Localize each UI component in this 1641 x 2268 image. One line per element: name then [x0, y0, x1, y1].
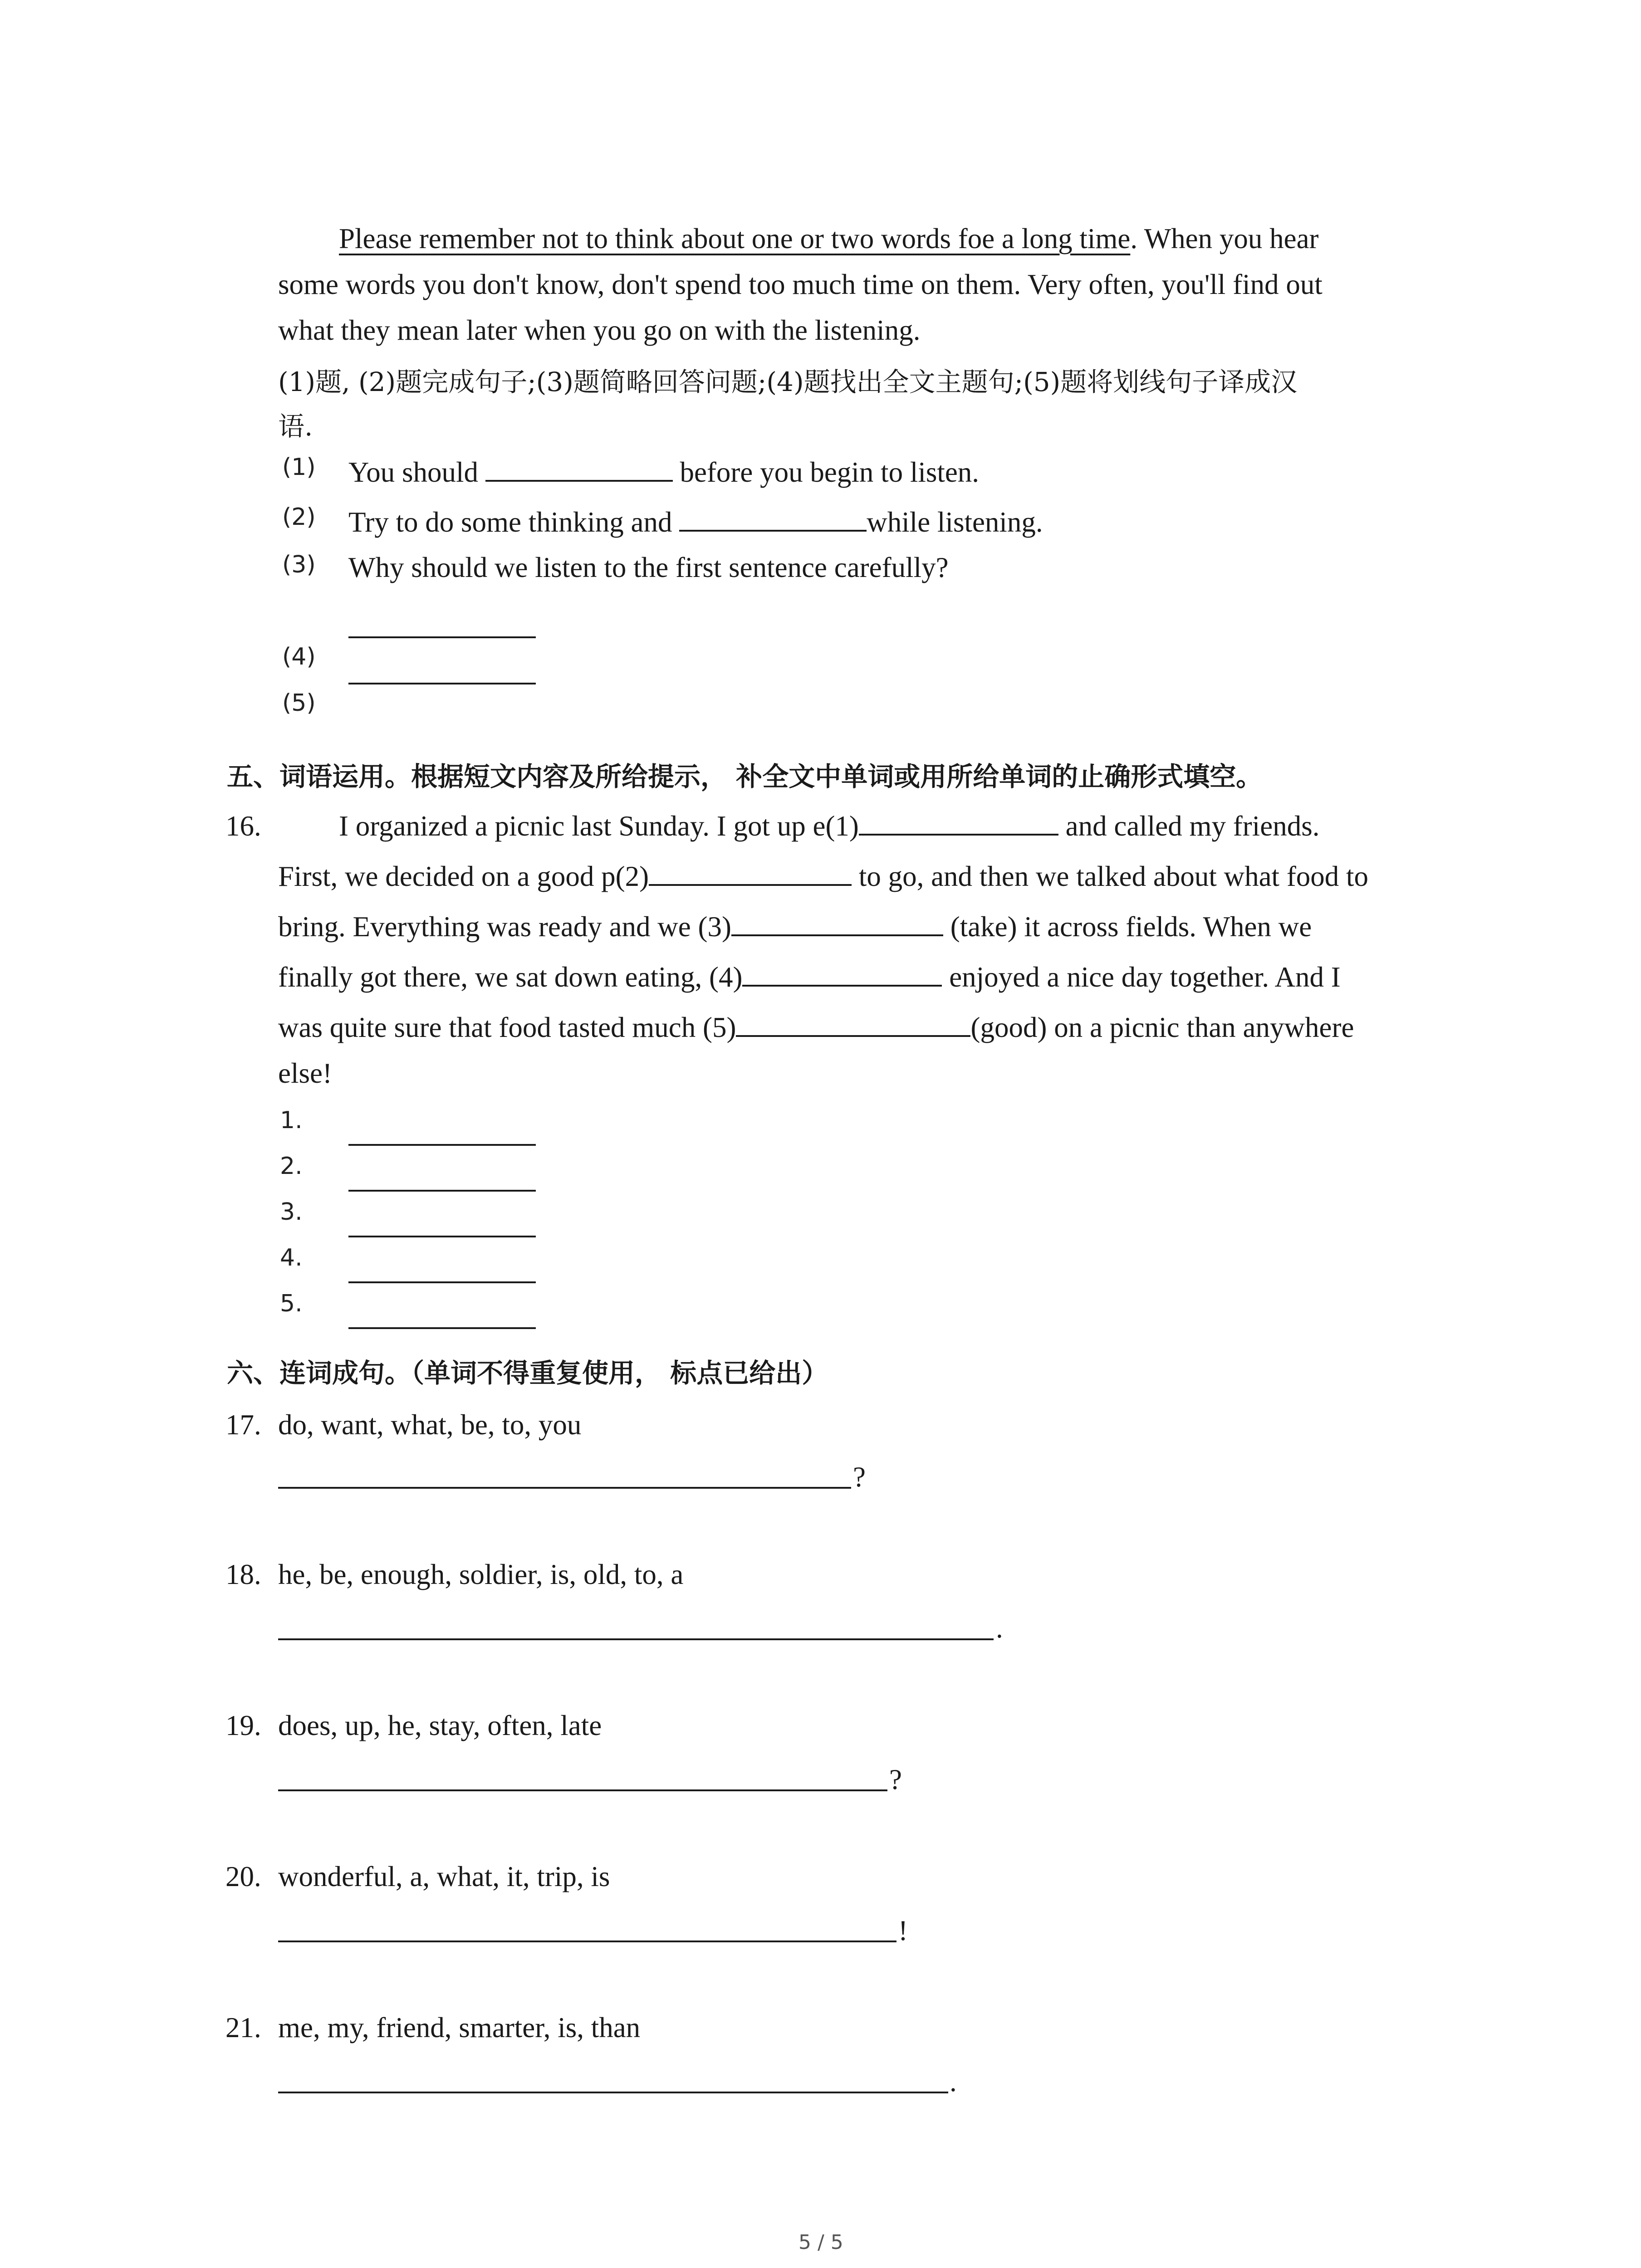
q16-line-3: [278, 913, 1312, 941]
q19-words: does, up, he, stay, often, late: [278, 1710, 602, 1741]
q15-answer-line-4[interactable]: [348, 683, 536, 684]
q15-label-5: (5): [282, 689, 316, 717]
underlined-sentence: Please remember not to think about one or two words foe a long time: [339, 223, 1131, 254]
q20-punct: !: [898, 1915, 908, 1946]
q16-answer-line-3[interactable]: [348, 1236, 536, 1237]
q16-line-5-a: was quite sure that food tasted much (5): [278, 1012, 736, 1043]
q16-answer-label-4: 4.: [280, 1244, 303, 1271]
q16-line-2: [278, 862, 1368, 891]
q16-blank-4[interactable]: [742, 963, 942, 987]
q16-line-1-a: I organized a picnic last Sunday. I got up e(1): [339, 810, 859, 842]
section-5-heading: 五、词语运用。根据短文内容及所给提示， 补全文中单词或用所给单词的止确形式填空。: [227, 761, 1263, 792]
q16-line-1: [339, 812, 1319, 841]
q16-line-3-a: bring. Everything was ready and we (3): [278, 911, 731, 943]
q18-punct: .: [996, 1612, 1003, 1644]
q15-item-1-before: You should: [348, 456, 478, 488]
passage-line-1-tail: . When you hear: [1130, 223, 1319, 254]
q15-label-4: (4): [282, 643, 316, 670]
q16-line-5: [278, 1013, 1354, 1042]
q17-punct: ?: [853, 1461, 866, 1493]
q21-words: me, my, friend, smarter, is, than: [278, 2012, 641, 2043]
q15-label-2: (2): [282, 503, 316, 531]
q15-item-2: [348, 508, 1043, 537]
q20-answer-line[interactable]: [278, 1941, 896, 1942]
q15-label-3: (3): [282, 551, 316, 578]
q16-line-4-b: enjoyed a nice day together. And I: [949, 961, 1341, 993]
q16-line-3-b: (take) it across fields. When we: [950, 911, 1312, 943]
q19-answer-line[interactable]: [278, 1789, 887, 1791]
q16-line-4: [278, 963, 1341, 992]
q16-answer-line-2[interactable]: [348, 1190, 536, 1192]
q16-line-1-b: and called my friends.: [1065, 810, 1320, 842]
q16-blank-3[interactable]: [731, 913, 943, 936]
q16-answer-label-5: 5.: [280, 1290, 303, 1317]
passage-line-1: [339, 225, 1319, 253]
q15-item-1-after: before you begin to listen.: [680, 456, 980, 488]
q16-answer-label-2: 2.: [280, 1153, 303, 1180]
q15-item-3-text: Why should we listen to the first sentence carefully?: [348, 552, 949, 583]
q16-line-5-b: (good) on a picnic than anywhere: [970, 1012, 1354, 1043]
q15-label-1: (1): [282, 454, 316, 481]
q18-number: 18.: [225, 1559, 261, 1590]
q19-number: 19.: [225, 1710, 261, 1741]
q15-item-1: [348, 458, 979, 487]
q15-blank-1[interactable]: [485, 458, 673, 482]
q16-line-6: else!: [278, 1057, 332, 1089]
q21-answer-line[interactable]: [278, 2092, 948, 2093]
q19-punct: ?: [889, 1764, 902, 1795]
q18-answer-line[interactable]: [278, 1638, 994, 1640]
q16-answer-label-3: 3.: [280, 1198, 303, 1226]
passage-line-3: what they mean later when you go on with the listening.: [278, 314, 921, 346]
q17-number: 17.: [225, 1409, 261, 1441]
passage-line-2: some words you don't know, don't spend too much time on them. Very often, you'll find out: [278, 269, 1323, 300]
q15-item-2-after: while listening.: [867, 506, 1043, 538]
q16-number: 16.: [225, 810, 261, 842]
q16-answer-label-1: 1.: [280, 1107, 303, 1134]
section-6-heading: 六、连词成句。（单词不得重复使用， 标点已给出）: [227, 1358, 828, 1388]
q16-line-2-b: to go, and then we talked about what food to: [858, 860, 1369, 892]
q21-punct: .: [950, 2066, 957, 2097]
q20-words: wonderful, a, what, it, trip, is: [278, 1861, 610, 1892]
q15-blank-2[interactable]: [679, 508, 867, 532]
page-number: 5 / 5: [798, 2231, 843, 2254]
q15-answer-line-3[interactable]: [348, 636, 536, 638]
q20-number: 20.: [225, 1861, 261, 1892]
instruction-line-1: (1)题, (2)题完成句子;(3)题简略回答问题;(4)题找出全文主题句;(5)题将划线句子译成汉: [278, 367, 1298, 397]
q16-line-2-a: First, we decided on a good p(2): [278, 860, 649, 892]
q16-answer-line-5[interactable]: [348, 1327, 536, 1329]
q18-words: he, be, enough, soldier, is, old, to, a: [278, 1559, 684, 1590]
q16-line-4-a: finally got there, we sat down eating, (4): [278, 961, 743, 993]
q16-blank-5[interactable]: [736, 1013, 970, 1037]
q16-answer-line-4[interactable]: [348, 1281, 536, 1283]
instruction-line-2: 语.: [278, 411, 313, 442]
q17-words: do, want, what, be, to, you: [278, 1409, 582, 1441]
q21-number: 21.: [225, 2012, 261, 2043]
q16-blank-1[interactable]: [859, 812, 1058, 836]
q16-answer-line-1[interactable]: [348, 1144, 536, 1146]
q15-item-2-before: Try to do some thinking and: [348, 506, 672, 538]
q17-answer-line[interactable]: [278, 1487, 851, 1489]
q16-blank-2[interactable]: [649, 862, 852, 886]
